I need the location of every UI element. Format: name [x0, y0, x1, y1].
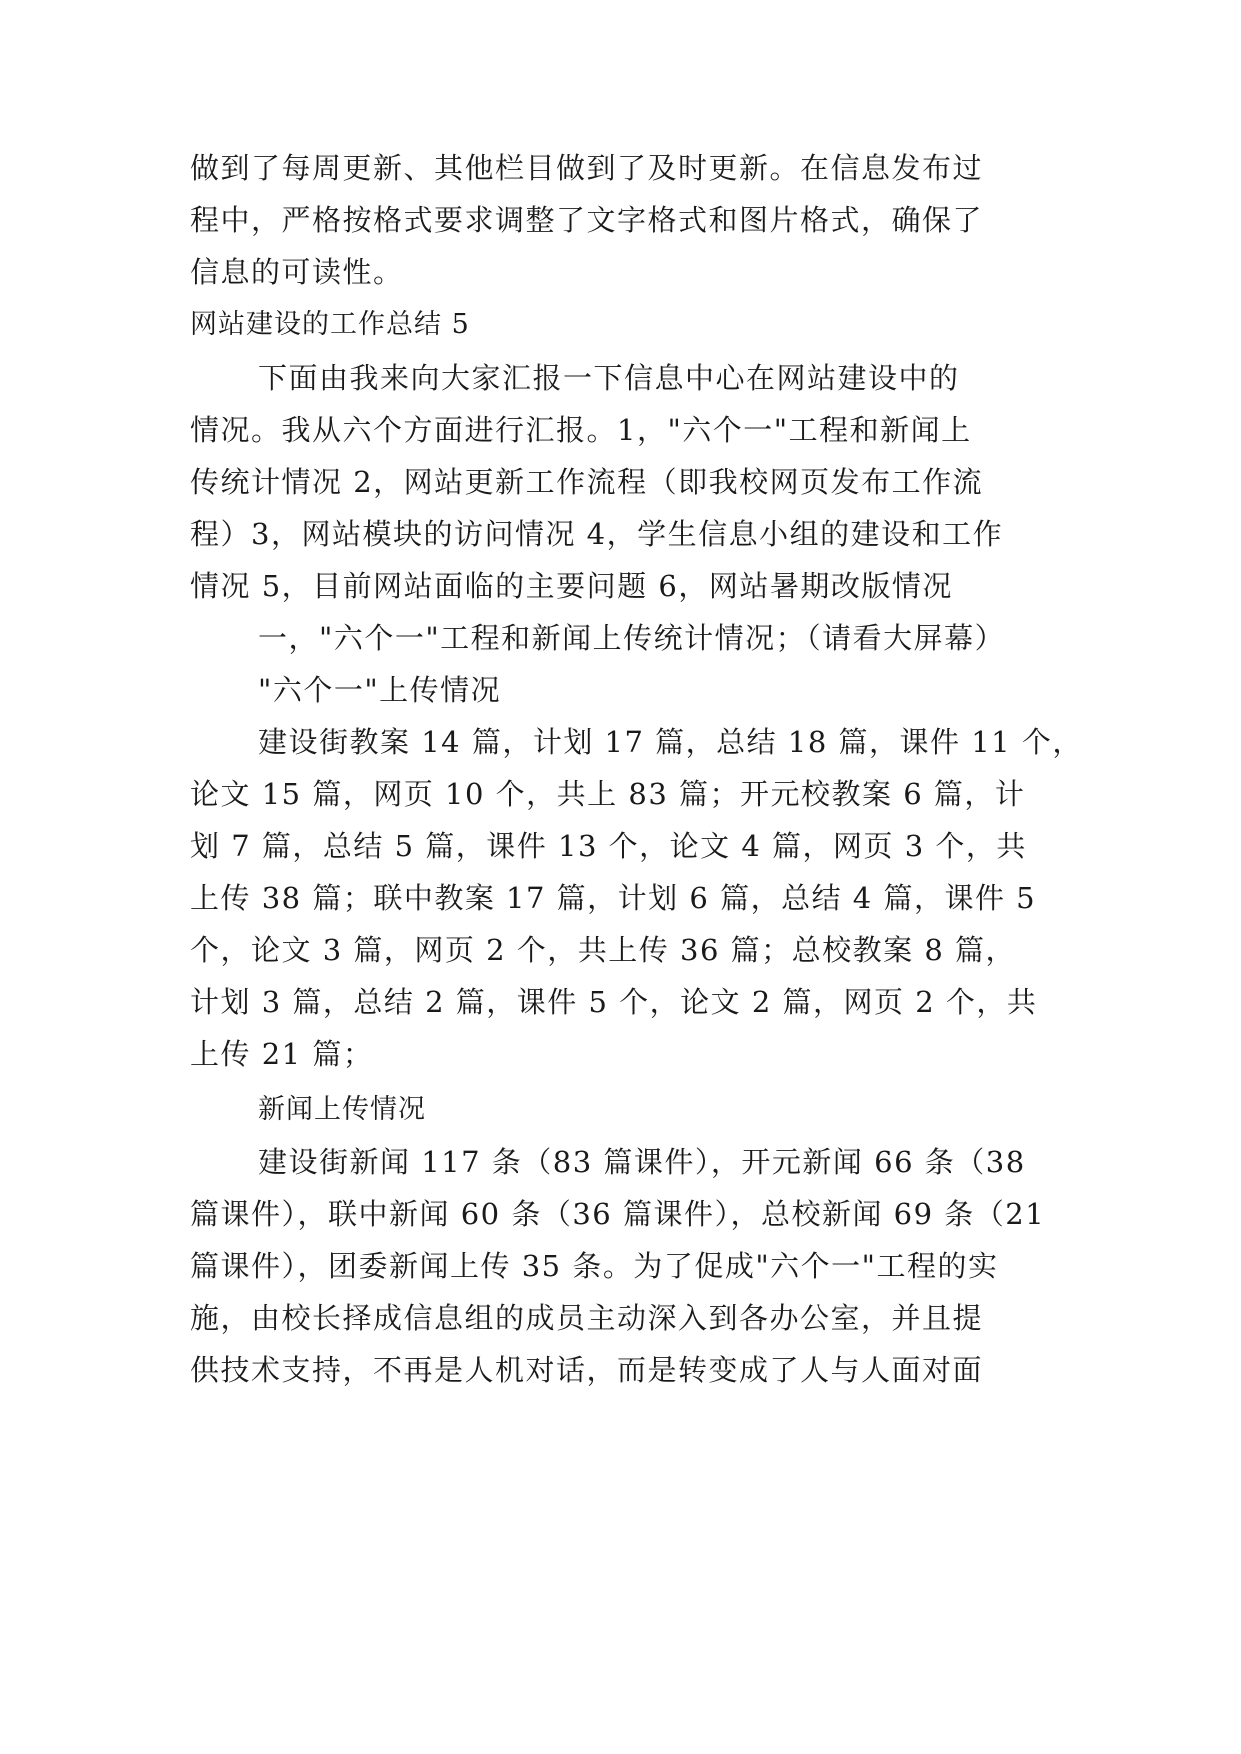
- paragraph-line: 个，论文 3 篇，网页 2 个，共上传 36 篇；总校教案 8 篇，: [190, 933, 1017, 967]
- paragraph-line: 篇课件），联中新闻 60 条（36 篇课件），总校新闻 69 条（21: [190, 1197, 1046, 1231]
- paragraph-line: 施，由校长择成信息组的成员主动深入到各办公室，并且提: [190, 1301, 984, 1335]
- paragraph-line: 下面由我来向大家汇报一下信息中心在网站建设中的: [258, 361, 960, 395]
- paragraph-line: 上传 38 篇；联中教案 17 篇，计划 6 篇，总结 4 篇，课件 5: [190, 881, 1037, 915]
- paragraph-line: 做到了每周更新、其他栏目做到了及时更新。在信息发布过: [190, 151, 984, 185]
- paragraph-line: 供技术支持，不再是人机对话，而是转变成了人与人面对面: [190, 1353, 984, 1387]
- paragraph-line: 计划 3 篇，总结 2 篇，课件 5 个，论文 2 篇，网页 2 个，共: [190, 985, 1038, 1019]
- subsection-title: "六个一"上传情况: [258, 673, 502, 707]
- paragraph-line: 建设街教案 14 篇，计划 17 篇，总结 18 篇，课件 11 个，: [258, 725, 1083, 759]
- section-title: 一，"六个一"工程和新闻上传统计情况；（请看大屏幕）: [258, 621, 1006, 655]
- paragraph-line: 上传 21 篇；: [190, 1037, 374, 1071]
- paragraph-line: 篇课件），团委新闻上传 35 条。为了促成"六个一"工程的实: [190, 1249, 999, 1283]
- paragraph-line: 程）3，网站模块的访问情况 4，学生信息小组的建设和工作: [190, 517, 1004, 551]
- paragraph-line: 信息的可读性。: [190, 255, 404, 289]
- section-heading: 网站建设的工作总结 5: [190, 309, 470, 340]
- subsection-title: 新闻上传情况: [258, 1094, 426, 1125]
- paragraph-line: 传统计情况 2，网站更新工作流程（即我校网页发布工作流: [190, 465, 984, 499]
- paragraph-line: 论文 15 篇，网页 10 个，共上 83 篇；开元校教案 6 篇，计: [190, 777, 1026, 811]
- paragraph-line: 建设街新闻 117 条（83 篇课件），开元新闻 66 条（38: [258, 1145, 1026, 1179]
- paragraph-line: 情况。我从六个方面进行汇报。1，"六个一"工程和新闻上: [190, 413, 972, 447]
- paragraph-line: 划 7 篇，总结 5 篇，课件 13 个，论文 4 篇，网页 3 个，共: [190, 829, 1027, 863]
- paragraph-line: 情况 5，目前网站面临的主要问题 6，网站暑期改版情况: [190, 569, 953, 603]
- paragraph-line: 程中，严格按格式要求调整了文字格式和图片格式，确保了: [190, 203, 984, 237]
